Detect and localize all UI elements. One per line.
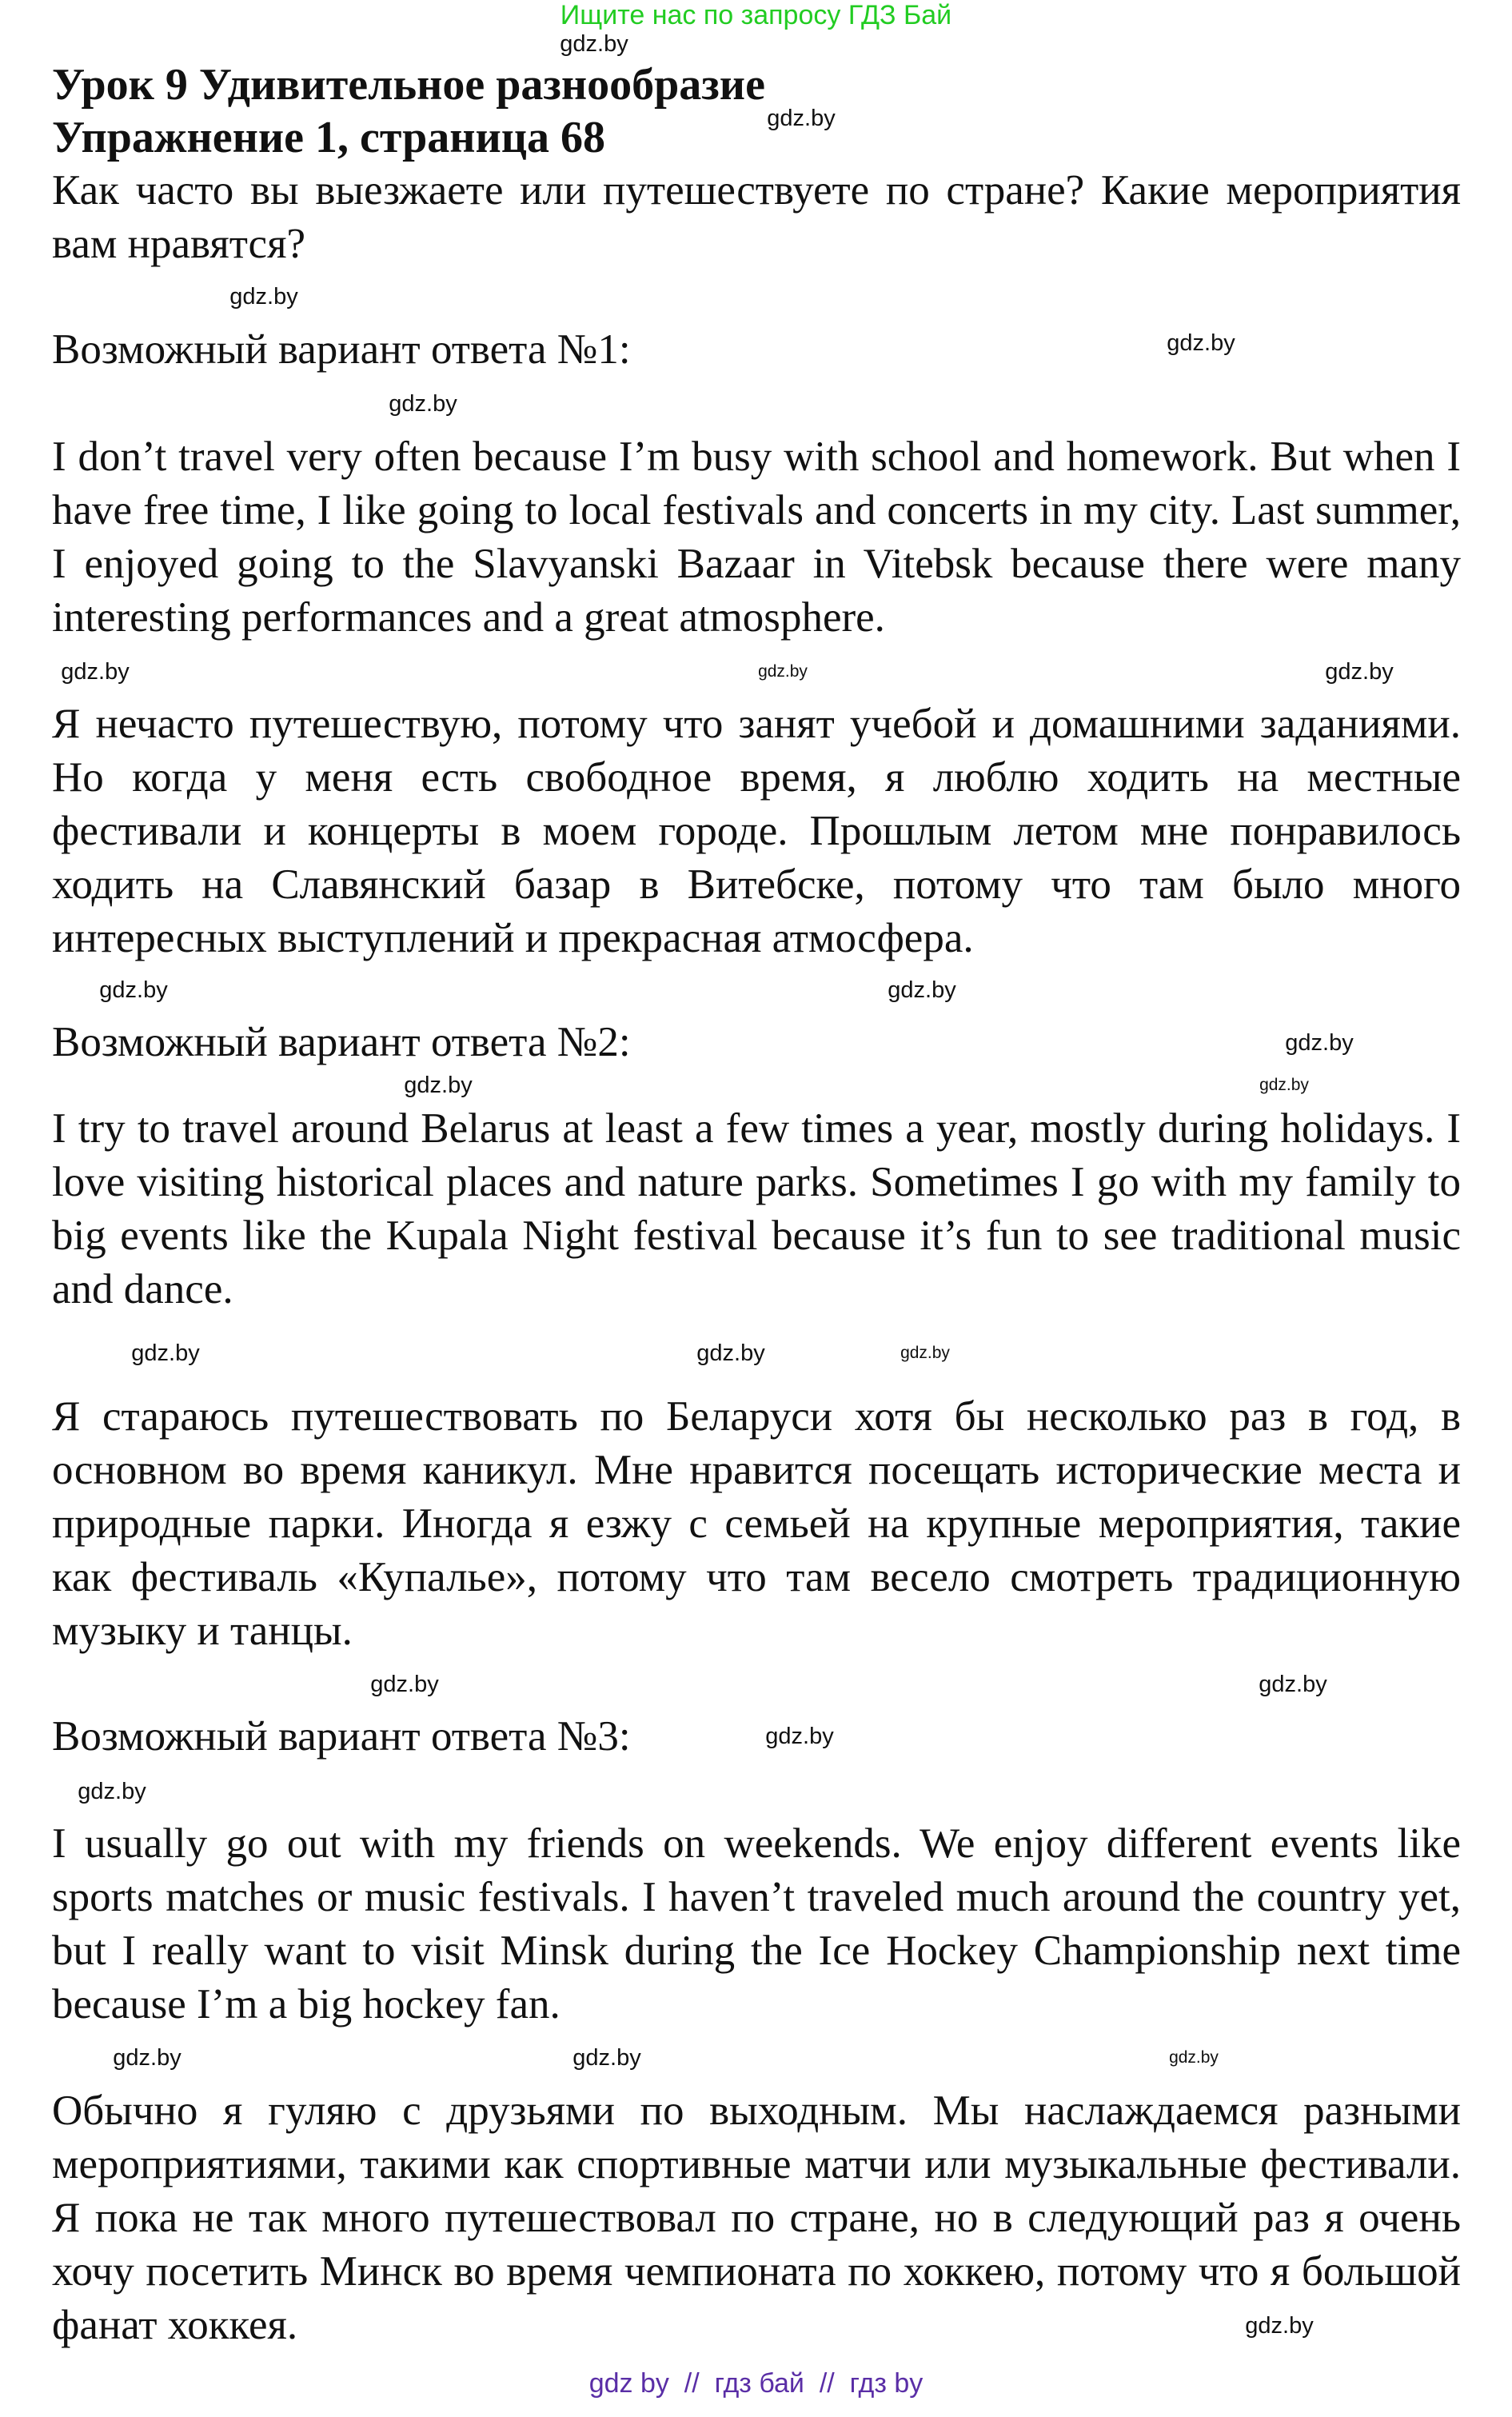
question-text: Как часто вы выезжаете или путешествуете по стране? Какие мероприятия вам нравятся? bbox=[52, 167, 1461, 267]
watermark: gdz.by bbox=[370, 1672, 439, 1697]
variant-3-label: Возможный вариант ответа №3: bbox=[52, 1713, 631, 1760]
watermark: gdz.by bbox=[572, 2045, 641, 2071]
watermark: gdz.by bbox=[765, 1724, 834, 1749]
variant-1-label: Возможный вариант ответа №1: bbox=[52, 326, 631, 373]
watermark: gdz.by bbox=[767, 106, 836, 131]
watermark: gdz.by bbox=[404, 1073, 473, 1098]
watermark: gdz.by bbox=[1259, 1076, 1309, 1094]
watermark: gdz.by bbox=[78, 1779, 146, 1804]
watermark: gdz.by bbox=[758, 662, 808, 681]
watermark: gdz.by bbox=[1325, 659, 1394, 685]
variant-1-english: I don’t travel very often because I’m busy with school and homework. But when I have free time, I like going to local festivals and concerts in my city. Last summer, I enjoyed going to the Slavyanski Bazaar in Vitebsk because there were many interesting performances and a great atmosphere. bbox=[52, 433, 1461, 641]
search-banner[interactable]: Ищите нас по запросу ГДЗ Бай bbox=[560, 0, 952, 30]
watermark: gdz.by bbox=[560, 31, 628, 57]
variant-2-english: I try to travel around Belarus at least a few times a year, mostly during holidays. I love visiting historical places and nature parks. Sometimes I go with my family to big events like the Kupala Night festival because it’s fun to see traditional music and dance. bbox=[52, 1105, 1461, 1312]
watermark: gdz.by bbox=[99, 977, 168, 1003]
watermark: gdz.by bbox=[1245, 2313, 1314, 2339]
watermark: gdz.by bbox=[696, 1340, 765, 1366]
lesson-title: Урок 9 Удивительное разнообразие bbox=[52, 60, 765, 110]
variant-2-russian: Я стараюсь путешествовать по Беларуси хотя бы несколько раз в год, в основном во время каникул. Мне нравится посещать исторические места и природные парки. Иногда я езжу с семьей на крупные мероприятия, такие как фестиваль «Купалье», потому что там весело смотреть традиционную музыку и танцы. bbox=[52, 1393, 1461, 1654]
watermark: gdz.by bbox=[888, 977, 956, 1003]
watermark: gdz.by bbox=[1169, 2048, 1219, 2067]
footer-links[interactable]: gdz by // гдз бай // гдз by bbox=[588, 2368, 924, 2399]
watermark: gdz.by bbox=[229, 284, 298, 310]
watermark: gdz.by bbox=[1285, 1030, 1354, 1056]
watermark: gdz.by bbox=[113, 2045, 182, 2071]
variant-3-english: I usually go out with my friends on weekends. We enjoy different events like sports matches or music festivals. I haven’t traveled much around the country yet, but I really want to visit Minsk during the Ice Hockey Championship next time because I’m a big hockey fan. bbox=[52, 1820, 1461, 2027]
watermark: gdz.by bbox=[1259, 1672, 1327, 1697]
variant-2-label: Возможный вариант ответа №2: bbox=[52, 1019, 631, 1065]
variant-3-russian: Обычно я гуляю с друзьями по выходным. Мы наслаждаемся разными мероприятиями, такими как спортивные матчи или музыкальные фестивали. Я пока не так много путешествовал по стране, но в следующий раз я очень хочу посетить Минск во время чемпионата по хоккею, потому что я большой фанат хоккея. bbox=[52, 2087, 1461, 2348]
exercise-title: Упражнение 1, страница 68 bbox=[52, 113, 606, 162]
watermark: gdz.by bbox=[900, 1344, 950, 1362]
watermark: gdz.by bbox=[389, 391, 457, 417]
variant-1-russian: Я нечасто путешествую, потому что занят учебой и домашними заданиями. Но когда у меня есть свободное время, я люблю ходить на местные фестивали и концерты в моем городе. Прошлым летом мне понравилось ходить на Славянский базар в Витебске, потому что там было много интересных выступлений и прекрасная атмосфера. bbox=[52, 701, 1461, 961]
watermark: gdz.by bbox=[61, 659, 130, 685]
watermark: gdz.by bbox=[1167, 330, 1235, 356]
watermark: gdz.by bbox=[131, 1340, 200, 1366]
